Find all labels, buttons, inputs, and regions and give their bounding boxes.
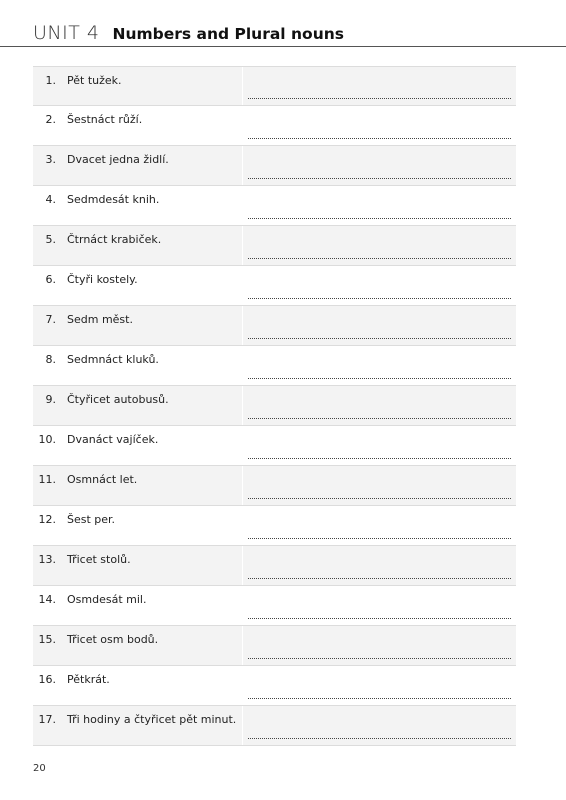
header-rule — [0, 46, 566, 47]
answer-field[interactable] — [242, 546, 516, 585]
dotted-answer-line — [248, 578, 511, 579]
answer-field[interactable] — [242, 306, 516, 345]
dotted-answer-line — [248, 378, 511, 379]
czech-phrase: Třicet osm bodů. — [67, 633, 159, 646]
czech-phrase: Sedmdesát knih. — [67, 193, 160, 206]
exercise-row — [33, 666, 516, 706]
dotted-answer-line — [248, 498, 511, 499]
czech-phrase: Pětkrát. — [67, 673, 110, 686]
dotted-answer-line — [248, 218, 511, 219]
dotted-answer-line — [248, 538, 511, 539]
answer-field[interactable] — [242, 386, 516, 425]
dotted-answer-line — [248, 618, 511, 619]
answer-field[interactable] — [242, 266, 516, 305]
czech-phrase: Šest per. — [67, 513, 116, 526]
dotted-answer-line — [248, 338, 511, 339]
answer-field[interactable] — [242, 666, 516, 705]
exercise-row — [33, 146, 516, 186]
czech-phrase: Šestnáct růží. — [67, 113, 143, 126]
exercise-row — [33, 706, 516, 746]
answer-field[interactable] — [242, 706, 516, 745]
czech-phrase: Pět tužek. — [67, 74, 122, 87]
dotted-answer-line — [248, 98, 511, 99]
item-number: 14. — [38, 593, 56, 606]
item-number: 12. — [38, 513, 56, 526]
exercise-row — [33, 346, 516, 386]
answer-field[interactable] — [242, 586, 516, 625]
answer-field[interactable] — [242, 426, 516, 465]
exercise-row — [33, 66, 516, 106]
dotted-answer-line — [248, 258, 511, 259]
item-number: 13. — [38, 553, 56, 566]
item-number: 4. — [45, 193, 56, 206]
dotted-answer-line — [248, 458, 511, 459]
answer-field[interactable] — [242, 186, 516, 225]
czech-phrase: Sedmnáct kluků. — [67, 353, 159, 366]
dotted-answer-line — [248, 738, 511, 739]
item-number: 2. — [45, 113, 56, 126]
czech-phrase: Osmdesát mil. — [67, 593, 147, 606]
answer-field[interactable] — [242, 106, 516, 145]
answer-field[interactable] — [242, 226, 516, 265]
czech-phrase: Dvacet jedna židlí. — [67, 153, 169, 166]
czech-phrase: Dvanáct vajíček. — [67, 433, 159, 446]
exercise-row — [33, 226, 516, 266]
item-number: 10. — [38, 433, 56, 446]
czech-phrase: Čtrnáct krabiček. — [67, 233, 162, 246]
dotted-answer-line — [248, 178, 511, 179]
item-number: 3. — [45, 153, 56, 166]
czech-phrase: Čtyřicet autobusů. — [67, 393, 169, 406]
page-number: 20 — [33, 763, 46, 774]
item-number: 17. — [38, 713, 56, 726]
exercise-row — [33, 186, 516, 226]
exercise-row — [33, 266, 516, 306]
item-number: 9. — [45, 393, 56, 406]
exercise-row — [33, 106, 516, 146]
item-number: 16. — [38, 673, 56, 686]
item-number: 11. — [38, 473, 56, 486]
czech-phrase: Tři hodiny a čtyřicet pět minut. — [67, 713, 237, 726]
item-number: 15. — [38, 633, 56, 646]
answer-field[interactable] — [242, 346, 516, 385]
page-title: Numbers and Plural nouns — [112, 25, 344, 43]
answer-field[interactable] — [242, 67, 516, 105]
exercise-row — [33, 586, 516, 626]
dotted-answer-line — [248, 298, 511, 299]
item-number: 7. — [45, 313, 56, 326]
czech-phrase: Sedm měst. — [67, 313, 133, 326]
czech-phrase: Třicet stolů. — [67, 553, 131, 566]
exercise-list — [33, 66, 516, 746]
exercise-row — [33, 506, 516, 546]
page-header — [33, 22, 344, 48]
exercise-row — [33, 306, 516, 346]
exercise-row — [33, 386, 516, 426]
unit-label: UNIT 4 — [33, 22, 100, 44]
item-number: 6. — [45, 273, 56, 286]
czech-phrase: Osmnáct let. — [67, 473, 138, 486]
dotted-answer-line — [248, 698, 511, 699]
czech-phrase: Čtyři kostely. — [67, 273, 138, 286]
exercise-row — [33, 626, 516, 666]
exercise-row — [33, 546, 516, 586]
item-number: 5. — [45, 233, 56, 246]
exercise-row — [33, 426, 516, 466]
dotted-answer-line — [248, 138, 511, 139]
item-number: 1. — [45, 74, 56, 87]
exercise-row — [33, 466, 516, 506]
answer-field[interactable] — [242, 626, 516, 665]
dotted-answer-line — [248, 658, 511, 659]
answer-field[interactable] — [242, 466, 516, 505]
dotted-answer-line — [248, 418, 511, 419]
answer-field[interactable] — [242, 146, 516, 185]
item-number: 8. — [45, 353, 56, 366]
answer-field[interactable] — [242, 506, 516, 545]
